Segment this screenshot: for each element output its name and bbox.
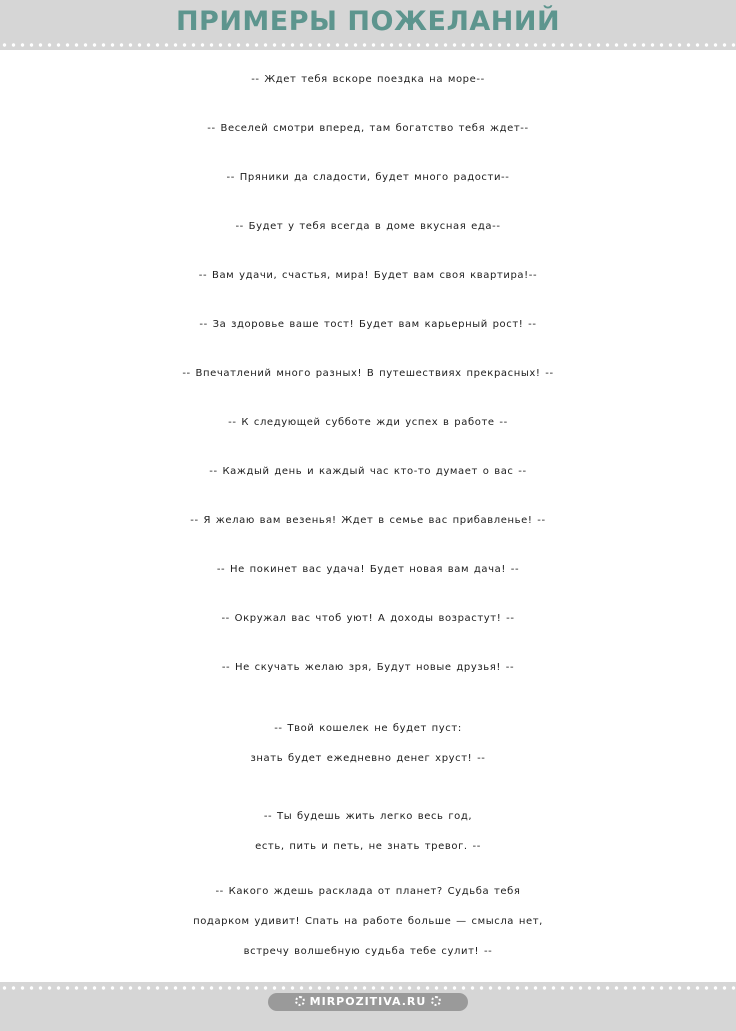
wish-item: -- Будет у тебя всегда в доме вкусная еда-- [235, 221, 501, 232]
wish-item: -- Впечатлений много разных! В путешествиях прекрасных! -- [182, 368, 554, 379]
wish-line: -- Ты будешь жить легко весь год, [263, 811, 473, 822]
wish-line: -- Какого ждешь расклада от планет? Судьба тебя [215, 886, 521, 897]
header-band [0, 0, 736, 50]
wish-item-multiline [0, 714, 736, 774]
wish-item: -- Не покинет вас удача! Будет новая вам дача! -- [216, 564, 520, 575]
dotted-border [0, 42, 736, 48]
dotted-border [0, 985, 736, 991]
wish-line: встречу волшебную судьба тебе сулит! -- [243, 946, 493, 957]
wish-item: -- Не скучать желаю зря, Будут новые друзья! -- [221, 662, 515, 673]
wish-list [0, 62, 736, 699]
wish-item: -- За здоровье ваше тост! Будет вам карьерный рост! -- [199, 319, 537, 330]
wish-item: -- Окружал вас чтоб уют! А доходы возрастут! -- [221, 613, 515, 624]
wish-line: знать будет ежедневно денег хруст! -- [250, 753, 486, 764]
wish-item-multiline [0, 877, 736, 967]
wish-item: -- Каждый день и каждый час кто-то думает о вас -- [209, 466, 527, 477]
gear-icon [431, 996, 441, 1006]
page-title: ПРИМЕРЫ ПОЖЕЛАНИЙ [175, 6, 561, 37]
site-name: MIRPOZITIVA.RU [309, 995, 427, 1008]
wish-line: есть, пить и петь, не знать тревог. -- [255, 841, 481, 852]
wish-line: подарком удивит! Спать на работе больше — смысла нет, [193, 916, 543, 927]
wish-item-multiline [0, 802, 736, 862]
wish-line: -- Твой кошелек не будет пуст: [274, 723, 462, 734]
gear-icon [295, 996, 305, 1006]
wish-item: -- Ждет тебя вскоре поездка на море-- [251, 74, 485, 85]
wish-item: -- Пряники да сладости, будет много радости-- [226, 172, 510, 183]
wish-item: -- Я желаю вам везенья! Ждет в семье вас прибавленье! -- [190, 515, 546, 526]
wish-item: -- К следующей субботе жди успех в работе -- [228, 417, 508, 428]
site-logo [268, 993, 468, 1011]
wish-item: -- Веселей смотри вперед, там богатство тебя ждет-- [207, 123, 529, 134]
wish-item: -- Вам удачи, счастья, мира! Будет вам своя квартира!-- [198, 270, 538, 281]
